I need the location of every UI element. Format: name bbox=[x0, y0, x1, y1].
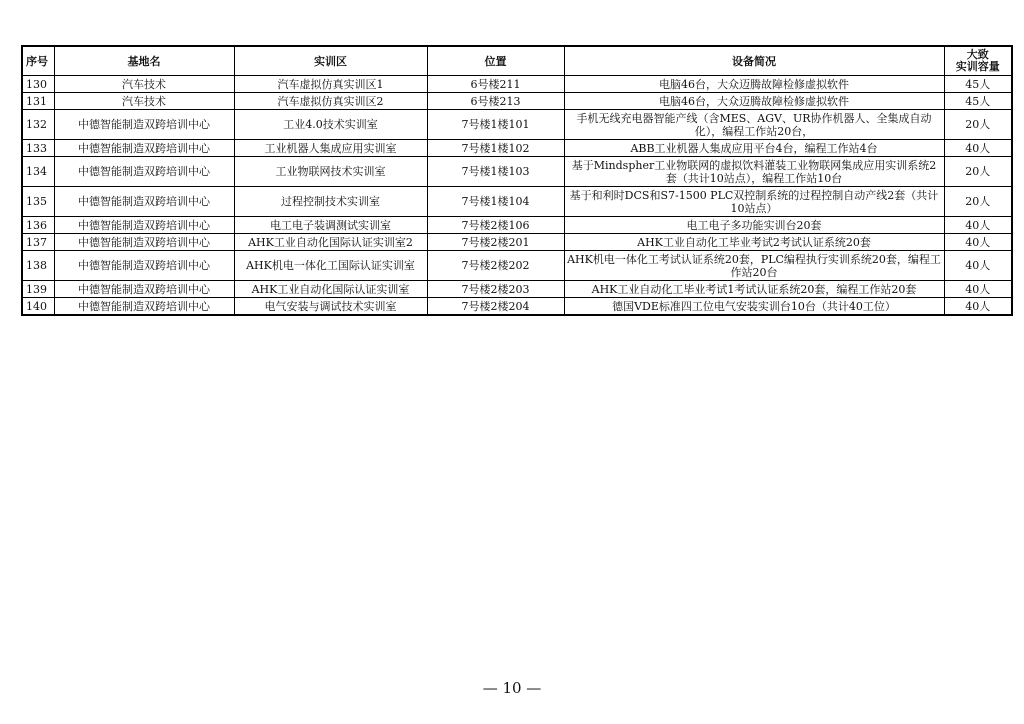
cell-equipment-summary: 手机无线充电器智能产线（含MES、AGV、UR协作机器人、全集成自动化），编程工作站20台， bbox=[564, 110, 944, 140]
table-row bbox=[22, 140, 1012, 157]
table-row bbox=[22, 110, 1012, 140]
cell-equipment-summary: 电脑46台，大众迈腾故障检修虚拟软件 bbox=[564, 76, 944, 93]
table-row bbox=[22, 76, 1012, 93]
cell-serial-number: 140 bbox=[22, 298, 54, 316]
cell-base-name: 中德智能制造双跨培训中心 bbox=[54, 281, 234, 298]
cell-capacity: 40人 bbox=[944, 298, 1012, 316]
cell-training-area: 电工电子装调测试实训室 bbox=[234, 217, 427, 234]
header-training-area: 实训区 bbox=[234, 46, 427, 76]
cell-base-name: 中德智能制造双跨培训中心 bbox=[54, 217, 234, 234]
cell-location: 7号楼1楼101 bbox=[427, 110, 564, 140]
cell-location: 7号楼2楼203 bbox=[427, 281, 564, 298]
cell-equipment-summary: AHK工业自动化工毕业考试2考试认证系统20套 bbox=[564, 234, 944, 251]
cell-location: 7号楼2楼201 bbox=[427, 234, 564, 251]
table-row bbox=[22, 281, 1012, 298]
cell-serial-number: 132 bbox=[22, 110, 54, 140]
cell-location: 7号楼1楼102 bbox=[427, 140, 564, 157]
cell-capacity: 40人 bbox=[944, 217, 1012, 234]
cell-serial-number: 139 bbox=[22, 281, 54, 298]
header-serial-number: 序号 bbox=[22, 46, 54, 76]
cell-location: 7号楼1楼103 bbox=[427, 157, 564, 187]
cell-equipment-summary: 电脑46台，大众迈腾故障检修虚拟软件 bbox=[564, 93, 944, 110]
table-header-row bbox=[22, 46, 1012, 76]
cell-base-name: 中德智能制造双跨培训中心 bbox=[54, 110, 234, 140]
cell-training-area: 工业物联网技术实训室 bbox=[234, 157, 427, 187]
cell-equipment-summary: 基于和利时DCS和S7-1500 PLC双控制系统的过程控制自动产线2套（共计10站点） bbox=[564, 187, 944, 217]
cell-capacity: 20人 bbox=[944, 187, 1012, 217]
cell-location: 7号楼2楼204 bbox=[427, 298, 564, 316]
cell-training-area: 汽车虚拟仿真实训区2 bbox=[234, 93, 427, 110]
cell-base-name: 中德智能制造双跨培训中心 bbox=[54, 234, 234, 251]
equipment-table bbox=[21, 45, 1013, 316]
cell-base-name: 中德智能制造双跨培训中心 bbox=[54, 187, 234, 217]
cell-equipment-summary: AHK机电一体化工考试认证系统20套，PLC编程执行实训系统20套，编程工作站20台 bbox=[564, 251, 944, 281]
cell-training-area: 工业机器人集成应用实训室 bbox=[234, 140, 427, 157]
cell-capacity: 20人 bbox=[944, 157, 1012, 187]
header-base-name: 基地名 bbox=[54, 46, 234, 76]
cell-training-area: AHK工业自动化国际认证实训室2 bbox=[234, 234, 427, 251]
cell-serial-number: 134 bbox=[22, 157, 54, 187]
cell-serial-number: 136 bbox=[22, 217, 54, 234]
cell-base-name: 汽车技术 bbox=[54, 93, 234, 110]
cell-capacity: 20人 bbox=[944, 110, 1012, 140]
cell-training-area: 过程控制技术实训室 bbox=[234, 187, 427, 217]
cell-location: 6号楼213 bbox=[427, 93, 564, 110]
cell-location: 7号楼2楼106 bbox=[427, 217, 564, 234]
cell-base-name: 中德智能制造双跨培训中心 bbox=[54, 251, 234, 281]
cell-serial-number: 133 bbox=[22, 140, 54, 157]
cell-training-area: 电气安装与调试技术实训室 bbox=[234, 298, 427, 316]
cell-serial-number: 131 bbox=[22, 93, 54, 110]
cell-serial-number: 130 bbox=[22, 76, 54, 93]
cell-base-name: 中德智能制造双跨培训中心 bbox=[54, 157, 234, 187]
cell-equipment-summary: AHK工业自动化工毕业考试1考试认证系统20套，编程工作站20套 bbox=[564, 281, 944, 298]
table-row bbox=[22, 93, 1012, 110]
cell-equipment-summary: ABB工业机器人集成应用平台4台，编程工作站4台 bbox=[564, 140, 944, 157]
page-number: — 10 — bbox=[482, 679, 542, 697]
cell-location: 7号楼1楼104 bbox=[427, 187, 564, 217]
table-row bbox=[22, 217, 1012, 234]
cell-location: 6号楼211 bbox=[427, 76, 564, 93]
cell-serial-number: 138 bbox=[22, 251, 54, 281]
cell-training-area: AHK工业自动化国际认证实训室 bbox=[234, 281, 427, 298]
cell-training-area: 汽车虚拟仿真实训区1 bbox=[234, 76, 427, 93]
cell-capacity: 40人 bbox=[944, 140, 1012, 157]
table-row bbox=[22, 187, 1012, 217]
cell-capacity: 40人 bbox=[944, 251, 1012, 281]
cell-base-name: 汽车技术 bbox=[54, 76, 234, 93]
table-row bbox=[22, 157, 1012, 187]
cell-training-area: AHK机电一体化工国际认证实训室 bbox=[234, 251, 427, 281]
cell-capacity: 45人 bbox=[944, 93, 1012, 110]
cell-equipment-summary: 基于Mindspher工业物联网的虚拟饮料灌装工业物联网集成应用实训系统2套（共计10站点），编程工作站10台 bbox=[564, 157, 944, 187]
table-row bbox=[22, 298, 1012, 316]
cell-equipment-summary: 电工电子多功能实训台20套 bbox=[564, 217, 944, 234]
cell-capacity: 40人 bbox=[944, 281, 1012, 298]
cell-location: 7号楼2楼202 bbox=[427, 251, 564, 281]
cell-training-area: 工业4.0技术实训室 bbox=[234, 110, 427, 140]
header-equipment-summary: 设备简况 bbox=[564, 46, 944, 76]
cell-capacity: 40人 bbox=[944, 234, 1012, 251]
table-body bbox=[22, 76, 1012, 316]
header-location: 位置 bbox=[427, 46, 564, 76]
header-capacity: 大致 实训容量 bbox=[944, 46, 1012, 76]
cell-capacity: 45人 bbox=[944, 76, 1012, 93]
table-row bbox=[22, 251, 1012, 281]
cell-serial-number: 135 bbox=[22, 187, 54, 217]
cell-base-name: 中德智能制造双跨培训中心 bbox=[54, 140, 234, 157]
table-row bbox=[22, 234, 1012, 251]
cell-serial-number: 137 bbox=[22, 234, 54, 251]
cell-base-name: 中德智能制造双跨培训中心 bbox=[54, 298, 234, 316]
cell-equipment-summary: 德国VDE标准四工位电气安装实训台10台（共计40工位） bbox=[564, 298, 944, 316]
